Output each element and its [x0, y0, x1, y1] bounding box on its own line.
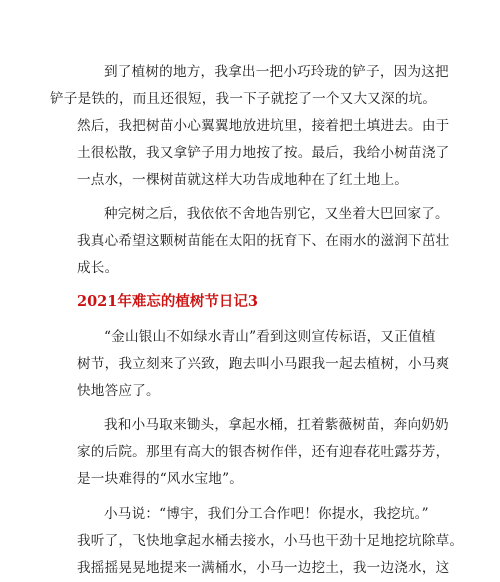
text-line: 然后，我把树苗小心翼翼地放进坑里，接着把土填进去。由于 [77, 118, 450, 134]
text-line: 到了植树的地方，我拿出一把小巧玲珑的铲子，因为这把 [104, 64, 449, 80]
text-line: 快地答应了。 [77, 383, 160, 399]
paragraph-teamwork [77, 501, 464, 582]
paragraph-after-planting [77, 201, 450, 282]
text-line: 我听了，飞快地拿起水桶去接水，小马也干劲十足地挖坑除草。 [77, 533, 464, 549]
text-line: 土很松散，我又拿铲子用力地按了按。最后，我给小树苗浇了 [77, 145, 450, 161]
text-line: 铲子是铁的，而且还很短，我一下子就挖了一个又大又深的坑。 [50, 91, 437, 107]
text-line: “金山银山不如绿水青山”看到这则宣传标语，又正值植 [104, 329, 436, 345]
paragraph-backyard [77, 412, 450, 493]
text-line: 家的后院。那里有高大的银杏树作伴，还有迎春花吐露芬芳， [77, 444, 450, 460]
paragraph-slogan [77, 324, 450, 405]
text-line: 小马说：“博宇，我们分工合作吧！你提水，我挖坑。” [104, 506, 429, 522]
section-heading: 2021年难忘的植树节日记3 [77, 293, 258, 310]
text-line: 种完树之后，我依依不舍地告别它，又坐着大巴回家了。 [104, 206, 449, 222]
text-line: 我和小马取来锄头，拿起水桶，扛着紫薇树苗，奔向奶奶 [104, 417, 449, 433]
text-line: 我真心希望这颗树苗能在太阳的抚育下、在雨水的滋润下茁壮 [77, 233, 450, 249]
text-line: 树节，我立刻来了兴致，跑去叫小马跟我一起去植树，小马爽 [77, 356, 450, 372]
text-line: 我摇摇晃晃地提来一满桶水，小马一边挖土，我一边浇水，这 [77, 560, 450, 576]
text-line: 一点水，一棵树苗就这样大功告成地种在了红土地上。 [77, 172, 409, 188]
text-line: 是一块难得的“风水宝地”。 [77, 471, 244, 487]
paragraph-planting [50, 59, 450, 194]
text-line: 成长。 [77, 260, 119, 276]
